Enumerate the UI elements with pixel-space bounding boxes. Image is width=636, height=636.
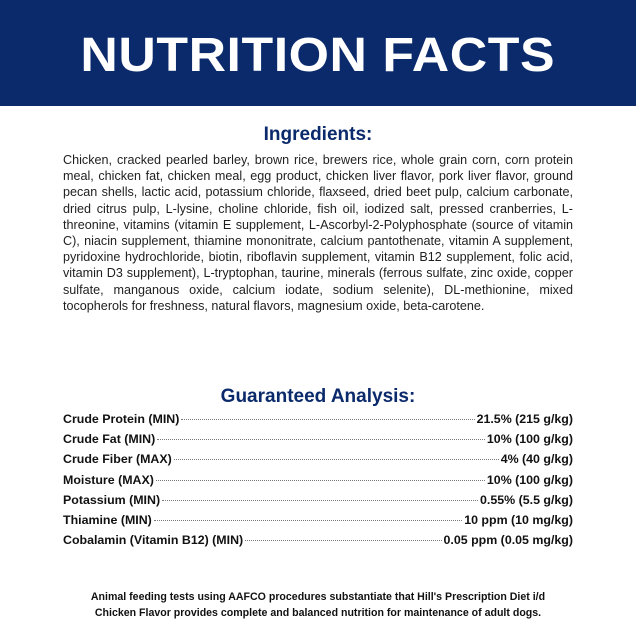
analysis-row-value: 10 ppm (10 mg/kg) [464,512,573,527]
analysis-row-value: 10% (100 g/kg) [486,472,573,487]
ingredients-heading: Ingredients: [263,124,373,145]
dot-leader [174,459,499,460]
analysis-row-label: Crude Protein (MIN) [63,412,180,426]
analysis-row-value: 0.05 ppm (0.05 mg/kg) [443,533,573,548]
analysis-row-value: 0.55% (5.5 g/kg) [480,492,573,507]
guaranteed-analysis-heading: Guaranteed Analysis: [220,386,416,407]
analysis-row-crude-protein [63,412,573,432]
analysis-row-potassium [63,493,573,513]
analysis-row-value: 21.5% (215 g/kg) [476,412,573,426]
dot-leader [162,500,478,501]
analysis-row-crude-fat [63,432,573,452]
analysis-row-label: Potassium (MIN) [63,492,161,507]
aafco-statement: Animal feeding tests using AAFCO procedures substantiate that Hill's Prescription Diet i/d Chicken Flavor provides complete and balanced nutrition for maintenance of adult dogs. [90,591,546,619]
analysis-row-value: 4% (40 g/kg) [500,452,573,467]
analysis-row-cobalamin [63,533,573,553]
analysis-row-label: Crude Fat (MIN) [63,432,156,447]
guaranteed-analysis-table [63,412,573,553]
analysis-row-crude-fiber [63,452,573,472]
dot-leader [156,480,485,481]
dot-leader [157,439,485,440]
analysis-row-label: Moisture (MAX) [63,472,154,487]
analysis-row-label: Thiamine (MIN) [63,512,152,527]
page-title: NUTRITION FACTS [80,28,556,82]
ingredients-text: Chicken, cracked pearled barley, brown rice, brewers rice, whole grain corn, corn protein meal, chicken fat, chicken meal, egg product, chicken liver flavor, pork liver flavor, ground pecan shells, lactic acid, potassium chloride, flaxseed, dried beet pulp, calcium carbonate, dried citrus pulp, L-lysine, choline chloride, fish oil, iodized salt, pressed cranberries, L-threonine, vitamins (vitamin E supplement, L-Ascorbyl-2-Polyphosphate (source of vitamin C), niacin supplement, thiamine mononitrate, calcium pantothenate, vitamin A supplement, pyridoxine hydrochloride, biotin, riboflavin supplement, vitamin B12 supplement, folic acid, vitamin D3 supplement), L-tryptophan, taurine, minerals (ferrous sulfate, zinc oxide, copper sulfate, manganous oxide, calcium iodate, sodium selenite), DL-methionine, mixed tocopherols for freshness, natural flavors, magnesium oxide, beta-carotene. [63,153,573,313]
header-banner [0,0,636,106]
dot-leader [154,520,462,521]
dot-leader [245,540,441,541]
analysis-row-label: Cobalamin (Vitamin B12) (MIN) [63,533,244,548]
analysis-row-moisture [63,473,573,493]
analysis-row-value: 10% (100 g/kg) [486,432,573,447]
dot-leader [181,419,474,420]
analysis-row-thiamine [63,513,573,533]
analysis-row-label: Crude Fiber (MAX) [63,452,172,467]
